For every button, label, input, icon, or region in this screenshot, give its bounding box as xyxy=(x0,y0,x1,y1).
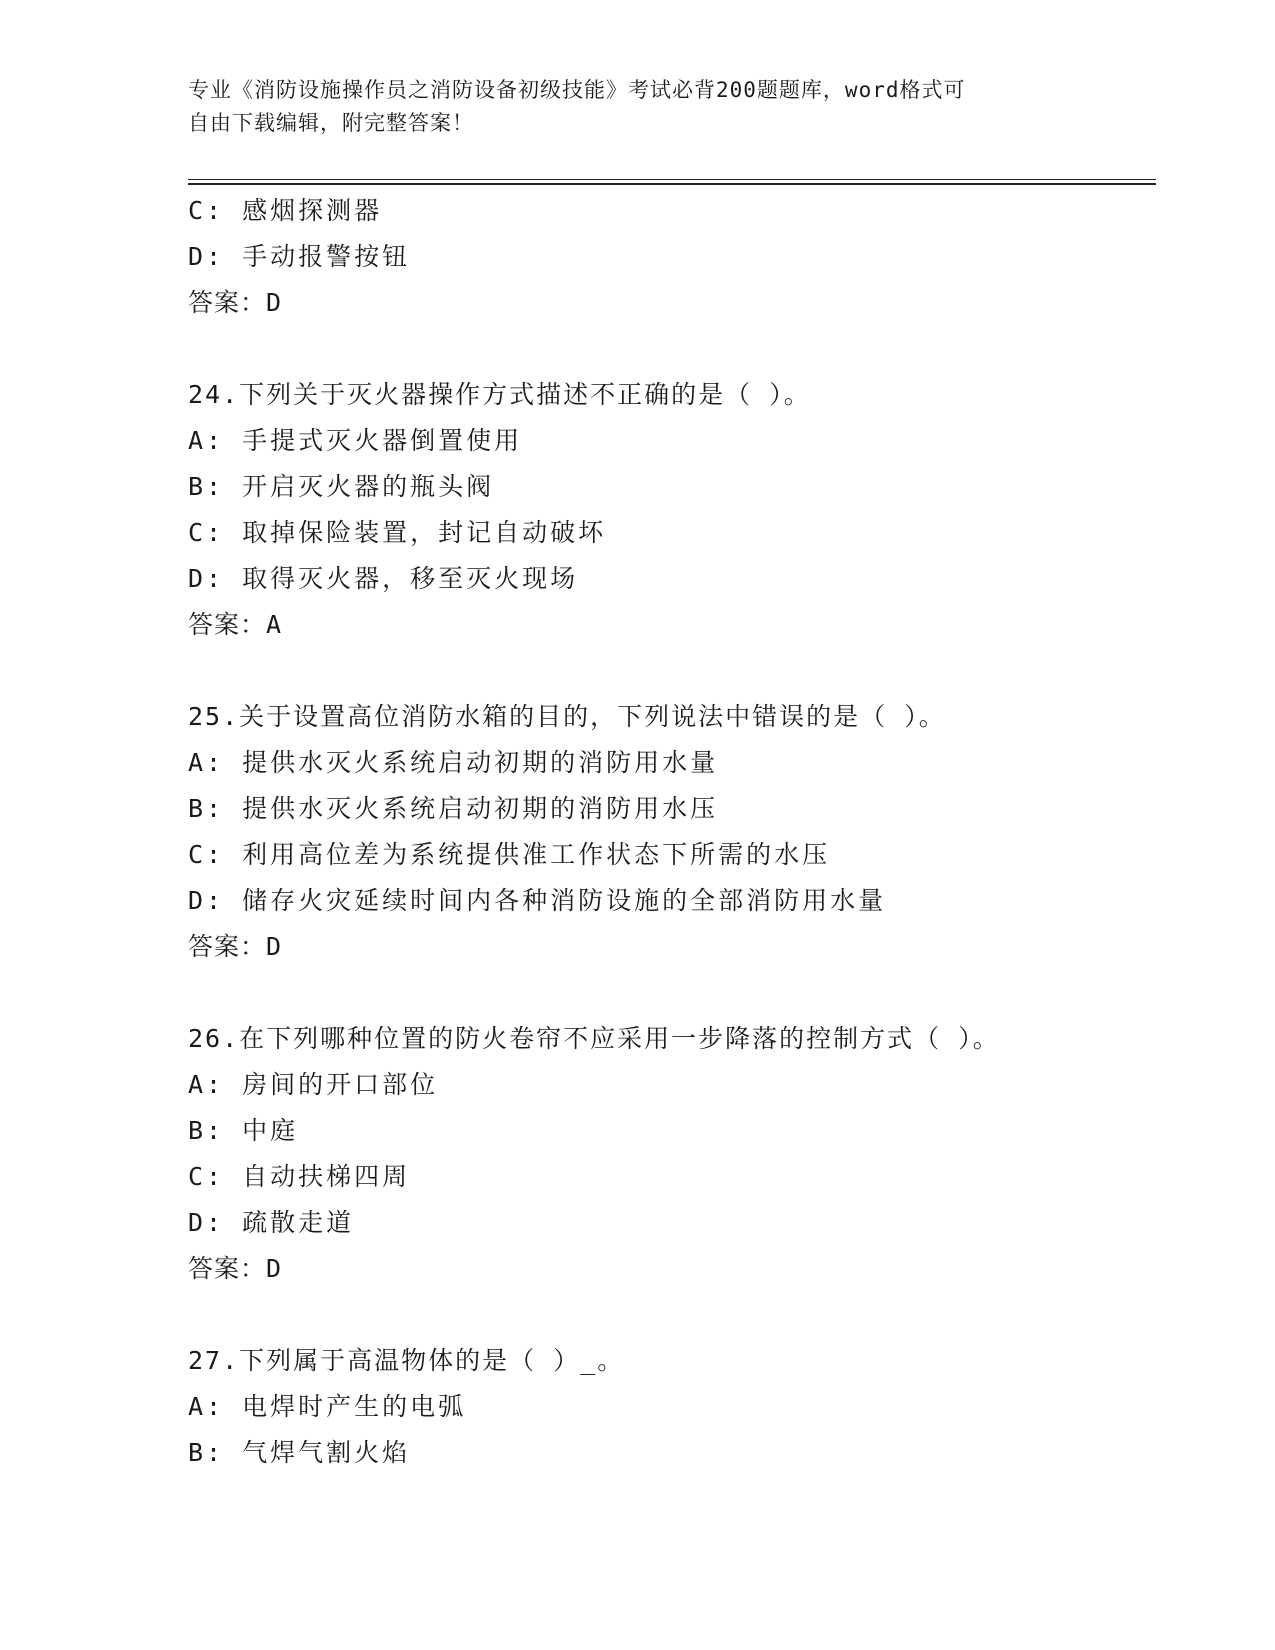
option-item: C: 取掉保险装置，封记自动破坏 xyxy=(188,518,607,547)
option-item: C: 自动扶梯四周 xyxy=(188,1162,411,1191)
option-item: A: 电焊时产生的电弧 xyxy=(188,1392,467,1421)
option-item: D: 储存火灾延续时间内各种消防设施的全部消防用水量 xyxy=(188,886,887,915)
header-divider-thin xyxy=(188,179,1156,180)
header-divider-thick xyxy=(188,183,1156,185)
header-line-2: 自由下载编辑，附完整答案！ xyxy=(188,111,474,135)
answer-value: D xyxy=(266,932,283,961)
question-title: 25.关于设置高位消防水箱的目的，下列说法中错误的是（ ）。 xyxy=(188,702,946,731)
option-item: A: 房间的开口部位 xyxy=(188,1070,439,1099)
question-list xyxy=(188,188,1148,1476)
answer-value: A xyxy=(266,610,283,639)
answer-line xyxy=(188,924,1148,970)
answer-line xyxy=(188,280,1148,326)
answer-value: D xyxy=(266,1254,283,1283)
answer-label: 答案： xyxy=(188,610,267,639)
answer-line xyxy=(188,1246,1148,1292)
answer-label: 答案： xyxy=(188,1254,267,1283)
header-line-1: 专业《消防设施操作员之消防设备初级技能》考试必背200题题库，word格式可 xyxy=(188,78,966,102)
question-title: 27.下列属于高温物体的是（ ）_。 xyxy=(188,1346,625,1375)
option-item: A: 手提式灭火器倒置使用 xyxy=(188,426,523,455)
option-item: A: 提供水灭火系统启动初期的消防用水量 xyxy=(188,748,719,777)
answer-value: D xyxy=(266,288,283,317)
option-item: D: 取得灭火器，移至灭火现场 xyxy=(188,564,579,593)
option-item: C: 利用高位差为系统提供准工作状态下所需的水压 xyxy=(188,840,831,869)
answer-label: 答案： xyxy=(188,932,267,961)
option-item: D: 手动报警按钮 xyxy=(188,242,411,271)
option-item: B: 气焊气割火焰 xyxy=(188,1438,411,1467)
option-item: B: 提供水灭火系统启动初期的消防用水压 xyxy=(188,794,719,823)
option-item: B: 中庭 xyxy=(188,1116,299,1145)
option-item: D: 疏散走道 xyxy=(188,1208,355,1237)
question-title: 24.下列关于灭火器操作方式描述不正确的是（ ）。 xyxy=(188,380,811,409)
question-title: 26.在下列哪种位置的防火卷帘不应采用一步降落的控制方式（ ）。 xyxy=(188,1024,1000,1053)
option-item: C: 感烟探测器 xyxy=(188,196,383,225)
answer-label: 答案： xyxy=(188,288,267,317)
option-item: B: 开启灭火器的瓶头阀 xyxy=(188,472,495,501)
answer-line xyxy=(188,602,1148,648)
document-header xyxy=(188,74,1088,140)
